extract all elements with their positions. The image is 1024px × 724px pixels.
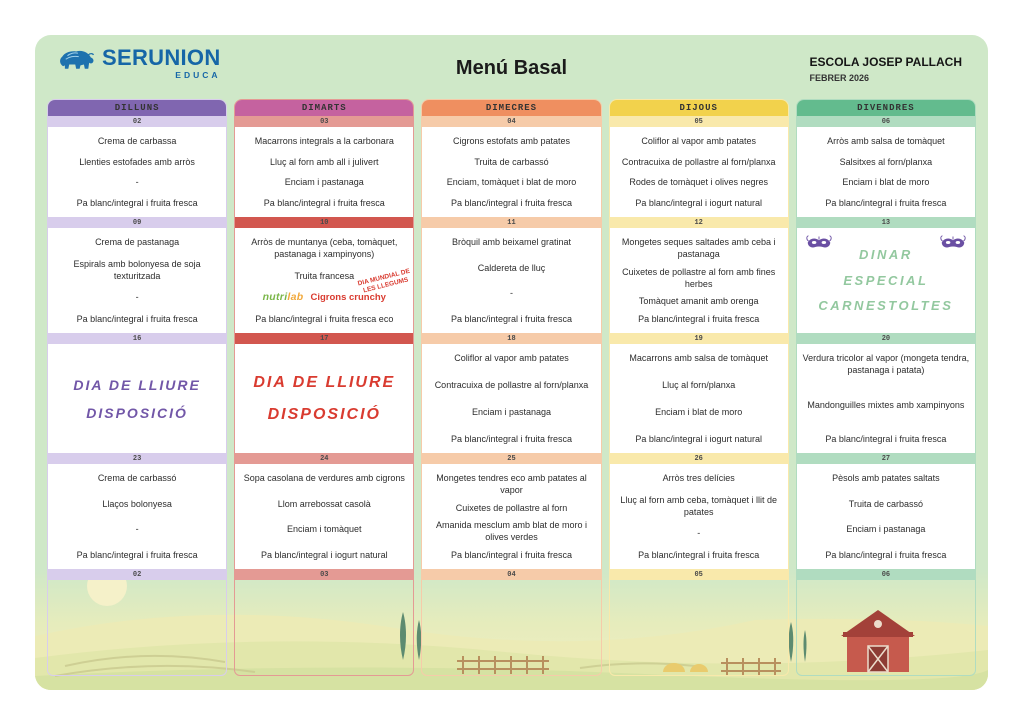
menu-item: - [135,292,139,303]
free-day-line: DIA DE LLIURE [253,373,396,391]
menu-item: Arròs amb salsa de tomàquet [827,136,945,146]
date-band: 23 [48,453,226,464]
menu-item: Pa blanc/integral i fruita fresca eco [255,313,394,324]
menu-item: Espirals amb bolonyesa de soja texturitzada [73,258,201,281]
nutrilab-logo-part: lab [287,291,304,304]
menu-item: Contracuixa de pollastre al forn/planxa [621,156,776,167]
nutrilab-logo [263,291,304,303]
menu-cell [235,580,413,675]
menu-item: Pèsols amb patates saltats [832,473,940,483]
menu-item: Mongetes tendres eco amb patates al vapor [436,473,587,496]
menu-cell [48,127,226,217]
free-day-line: DISPOSICIÓ [267,405,381,423]
menu-period: FEBRER 2026 [809,73,870,83]
menu-item: Crema de carbassa [97,136,177,146]
menu-cell [610,228,788,333]
menu-item: Pa blanc/integral i fruita fresca [76,197,198,208]
date-band: 17 [235,333,413,344]
free-day-line: DIA DE LLIURE [73,376,201,393]
nutrilab-row [240,291,408,303]
date-band: 05 [610,116,788,127]
crunchy-label: Cigrons crunchy [310,291,386,303]
day-column-dimecres [421,99,601,676]
menu-cell [235,228,413,333]
special-lunch-line: DINAR [859,247,913,263]
date-band: 06 [797,569,975,580]
menu-item: Enciam i pastanaga [846,524,926,535]
menu-cell [235,127,413,217]
day-header: DIMECRES [422,100,600,116]
menu-item: Coliflor al vapor amb patates [454,353,569,363]
page-header [35,35,988,99]
day-column-dijous [609,99,789,676]
special-lunch-line: CARNESTOLTES [818,298,954,314]
menu-item: Enciam i blat de moro [655,406,743,417]
date-band: 25 [422,453,600,464]
menu-cell [422,580,600,675]
menu-item: Pa blanc/integral i fruita fresca [450,197,573,208]
day-column-dilluns [47,99,227,676]
menu-item: Pa blanc/integral i fruita fresca [638,313,760,324]
page-title: Menú Basal [455,57,568,79]
menu-item: Pa blanc/integral i fruita fresca [76,313,198,324]
menu-cell [797,228,975,333]
day-header: DIVENDRES [797,100,975,116]
date-band: 13 [797,217,975,228]
menu-cell [797,344,975,453]
day-column-divendres [796,99,976,676]
menu-item: - [509,288,513,299]
menu-item: Cuixetes de pollastre al forn amb fines herbes [622,266,776,289]
menu-cell [610,464,788,569]
menu-cell [797,464,975,569]
date-band: 24 [235,453,413,464]
menu-cell [610,580,788,675]
menu-item: Pa blanc/integral i fruita fresca [450,433,573,444]
menu-item: Macarrons amb salsa de tomàquet [629,353,768,363]
menu-item: Pa blanc/integral i fruita fresca [825,549,947,560]
day-header: DIMARTS [235,100,413,116]
nutrilab-logo-part: nutri [262,291,288,304]
menu-item: Pa blanc/integral i fruita fresca [638,549,760,560]
menu-item: Enciam, tomàquet i blat de moro [446,177,577,188]
menu-item: Macarrons integrals a la carbonara [254,136,394,146]
menu-item: Salsitxes al forn/planxa [839,156,933,167]
menu-item: Crema de carbassó [97,473,177,483]
menu-item: Enciam i tomàquet [287,524,362,535]
date-band: 27 [797,453,975,464]
menu-item: Tomàquet amanit amb orenga [638,296,759,307]
menu-item: Bròquil amb beixamel gratinat [451,237,572,247]
date-band: 09 [48,217,226,228]
menu-item: Crema de pastanaga [95,237,180,247]
date-band: 16 [48,333,226,344]
menu-item: Pa blanc/integral i fruita fresca [450,313,573,324]
menu-cell [235,344,413,453]
date-band: 04 [422,116,600,127]
menu-cell [797,127,975,217]
menu-cell [797,580,975,675]
date-band: 06 [797,116,975,127]
date-band: 11 [422,217,600,228]
date-band: 02 [48,569,226,580]
menu-item: Pa blanc/integral i fruita fresca [76,549,198,560]
menu-cell [422,228,600,333]
date-band: 02 [48,116,226,127]
date-band: 04 [422,569,600,580]
menu-item: Rodes de tomàquet i olives negres [629,177,768,188]
menu-item: Pa blanc/integral i fruita fresca [450,549,573,560]
date-band: 05 [610,569,788,580]
brand-name: SERUNION [102,45,221,70]
menu-item: Llaços bolonyesa [102,498,172,509]
menu-item: - [697,528,701,539]
school-name: ESCOLA JOSEP PALLACH [809,55,962,69]
menu-item: Llom arrebossat casolà [277,498,371,509]
menu-item: Pa blanc/integral i fruita fresca [825,433,947,444]
menu-item: Cigrons estofats amb patates [452,136,571,146]
carnival-mask-icon [804,235,834,253]
menu-grid [47,99,976,676]
date-band: 03 [235,116,413,127]
menu-item: - [135,177,139,188]
free-day-line: DISPOSICIÓ [86,404,188,421]
menu-item: Coliflor al vapor amb patates [641,136,756,146]
date-band: 18 [422,333,600,344]
menu-cell [422,464,600,569]
menu-item: Pa blanc/integral i iogurt natural [635,433,762,444]
menu-cell [422,344,600,453]
menu-item: Truita de carbassó [474,156,549,167]
day-column-dimarts [234,99,414,676]
menu-item: Arròs de muntanya (ceba, tomàquet, pastanaga i xampinyons) [251,237,398,260]
menu-cell [48,580,226,675]
menu-item: Amanida mesclum amb blat de moro i olives verdes [435,520,588,543]
menu-item: Mongetes seques saltades amb ceba i pastanaga [621,237,776,260]
menu-cell [610,127,788,217]
menu-item: Sopa casolana de verdures amb cigrons [243,473,405,483]
special-lunch-line: ESPECIAL [843,272,929,288]
date-band: 12 [610,217,788,228]
menu-item: Truita francesa [294,270,355,281]
brand-subtitle: EDUCA [175,70,221,80]
carnival-mask-icon [938,235,968,253]
menu-item: Pa blanc/integral i iogurt natural [261,549,388,560]
date-band: 03 [235,569,413,580]
menu-item: Verdura tricolor al vapor (mongeta tendra, pastanaga i patata) [802,353,970,376]
menu-item: Arròs tres delícies [662,473,735,483]
date-band: 19 [610,333,788,344]
date-band: 26 [610,453,788,464]
menu-page [35,35,988,690]
menu-item: Lluç al forn amb all i julivert [270,156,379,167]
menu-item: Cuixetes de pollastre al forn [455,502,568,513]
date-band: 20 [797,333,975,344]
menu-item: Llenties estofades amb arròs [79,156,195,167]
menu-item: Enciam i blat de moro [842,177,930,188]
school-block [810,47,962,83]
menu-cell [48,344,226,453]
menu-item: Truita de carbassó [848,498,923,509]
date-band: 10 [235,217,413,228]
menu-item: Pa blanc/integral i fruita fresca [263,197,385,208]
world-legume-day-badge: DIA MUNDIAL DE LES LLEGUMS [357,267,412,295]
menu-cell [422,127,600,217]
menu-cell [48,464,226,569]
menu-cell [610,344,788,453]
menu-item: Contracuixa de pollastre al forn/planxa [434,379,589,390]
day-header: DILLUNS [48,100,226,116]
menu-cell [48,228,226,333]
menu-item: Mandonguilles mixtes amb xampinyons [807,399,965,410]
menu-item: Pa blanc/integral i iogurt natural [635,197,762,208]
menu-item: Enciam i pastanaga [284,177,364,188]
menu-item: Lluç al forn/planxa [662,379,736,390]
menu-item: Lluç al forn amb ceba, tomàquet i llit de patates [620,494,777,517]
menu-item: Caldereta de lluç [477,262,546,273]
day-header: DIJOUS [610,100,788,116]
menu-cell [235,464,413,569]
menu-item: Enciam i pastanaga [471,406,552,417]
free-day-note [73,371,200,427]
special-lunch-note [818,242,953,318]
menu-item: - [135,524,139,535]
free-day-note [253,367,395,431]
menu-item: Pa blanc/integral i fruita fresca [825,197,947,208]
